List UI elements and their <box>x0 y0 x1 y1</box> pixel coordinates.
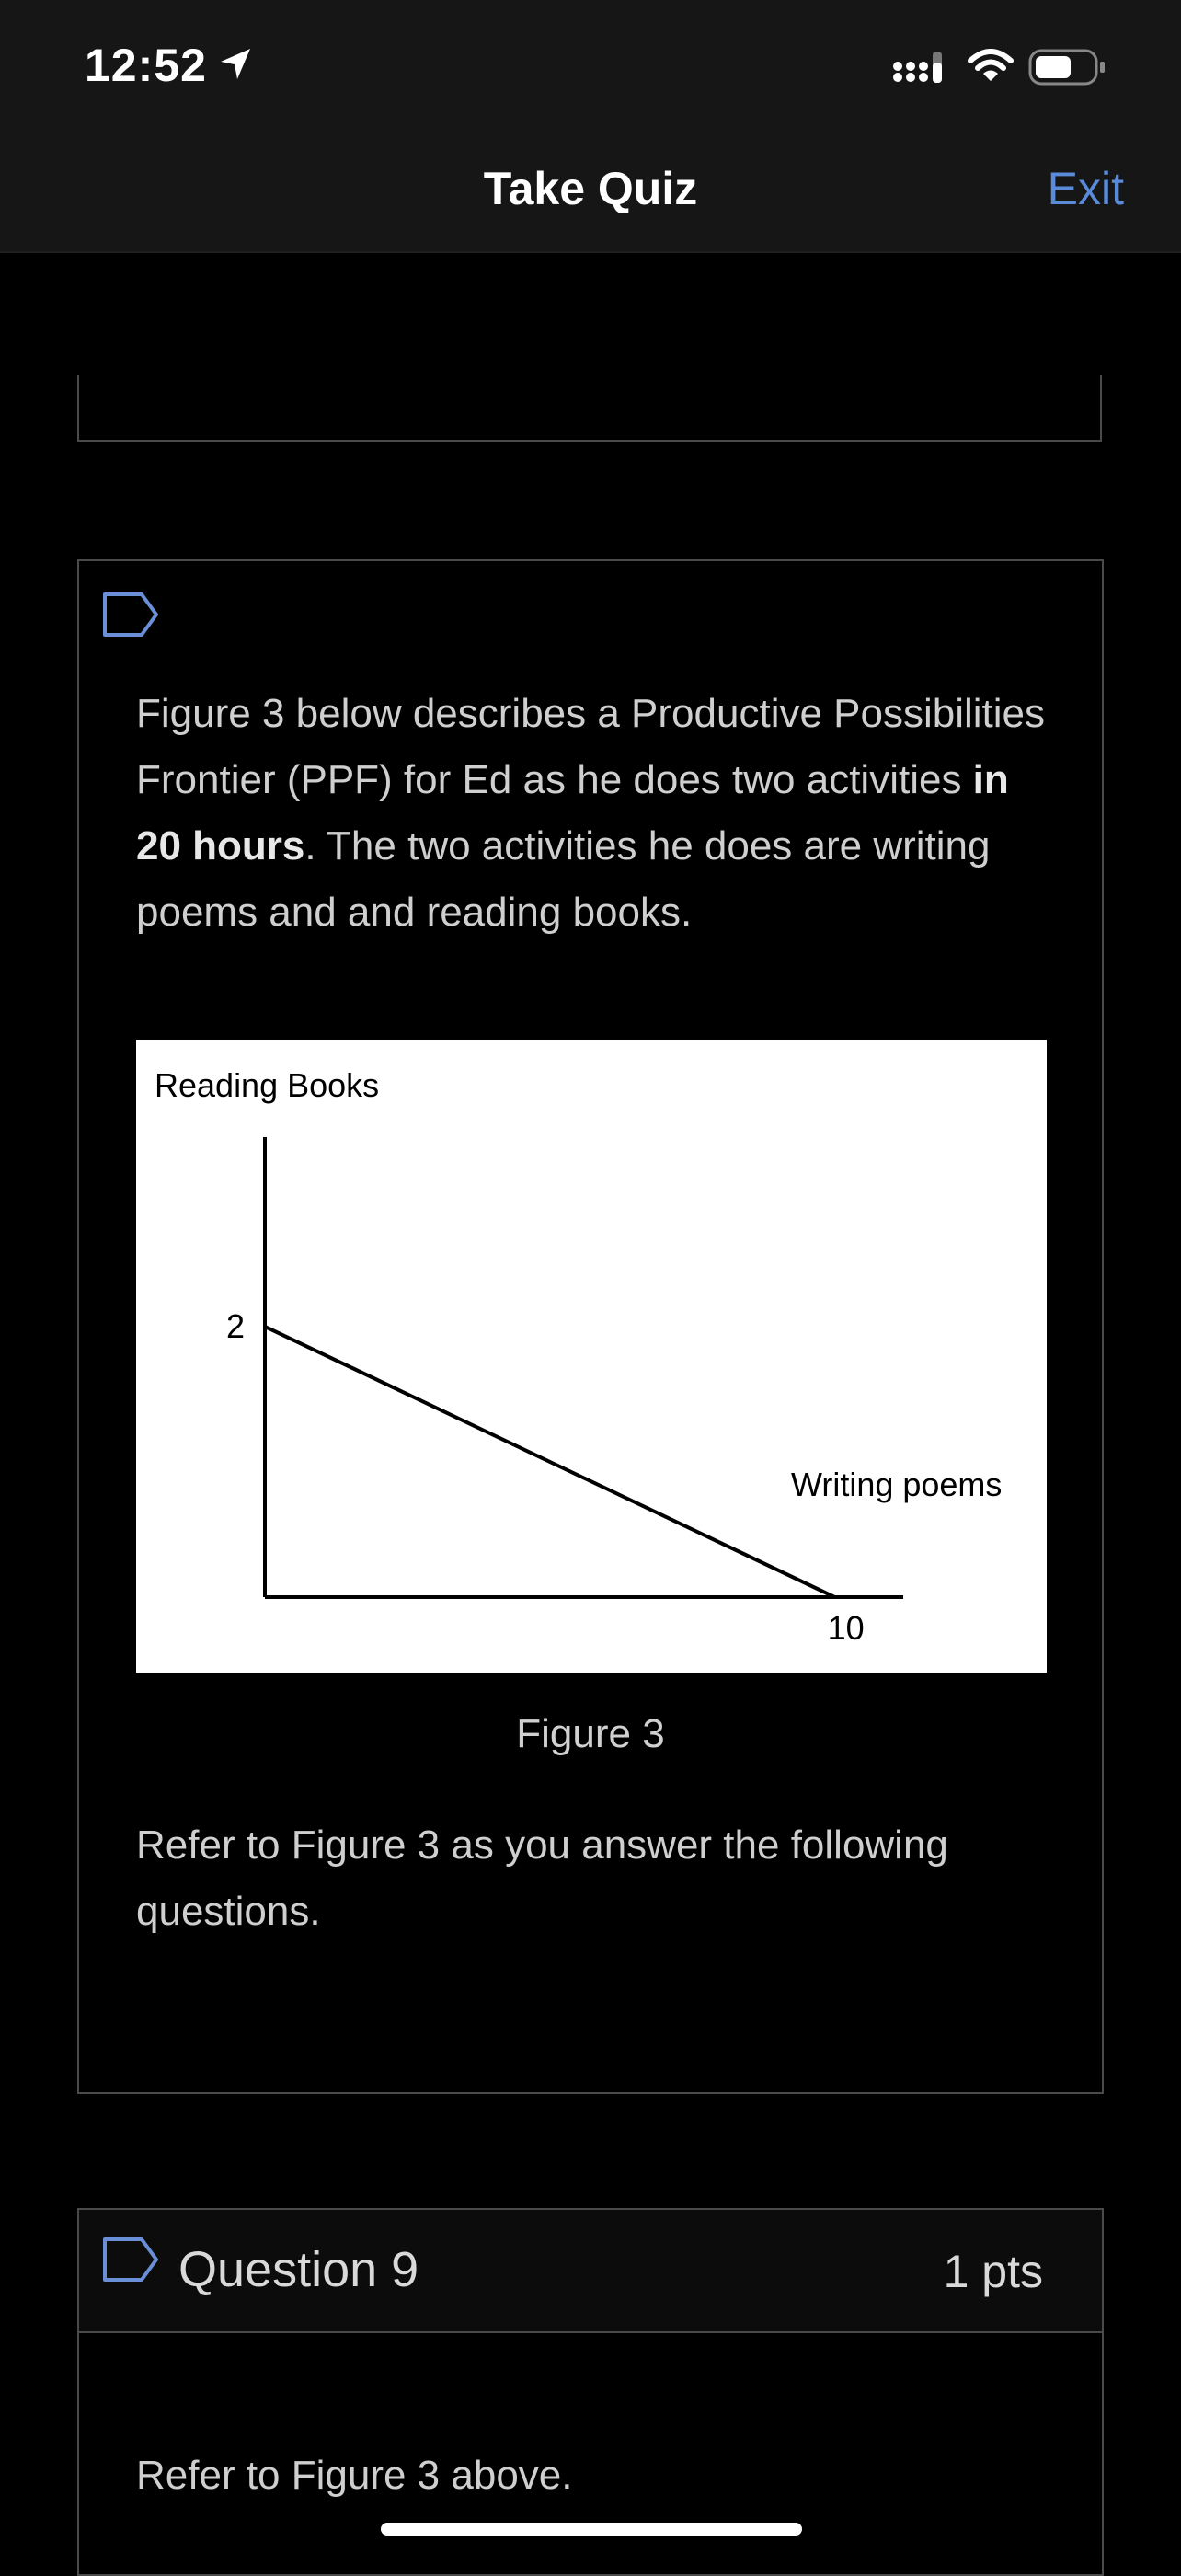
cellular-signal-icon <box>892 50 951 86</box>
exit-button[interactable]: Exit <box>1047 163 1124 214</box>
y-axis-label: Reading Books <box>155 1066 380 1104</box>
question-9-text: Refer to Figure 3 above. <box>136 2453 573 2498</box>
question-9-title: Question 9 <box>178 2242 419 2297</box>
flag-question-icon[interactable] <box>101 2236 160 2283</box>
flag-question-icon[interactable] <box>101 591 160 638</box>
figure-caption: Figure 3 <box>516 1711 665 1756</box>
x-axis-label: Writing poems <box>791 1466 1003 1503</box>
question-text-emphasis: in 20 hours <box>136 757 1009 868</box>
question-text-card <box>77 559 1104 2094</box>
x-tick-label: 10 <box>827 1609 865 1647</box>
y-tick-label: 2 <box>225 1306 245 1345</box>
wifi-icon <box>968 48 1014 85</box>
question-text <box>136 681 1047 946</box>
question-9-points: 1 pts <box>943 2246 1043 2297</box>
ppf-figure <box>136 1040 1047 1673</box>
status-time: 12:52 <box>85 40 207 91</box>
page-title: Take Quiz <box>483 163 698 214</box>
question-9-card <box>77 2208 1104 2576</box>
previous-question-card <box>77 375 1102 442</box>
question-text-part-1: Figure 3 below describes a Productive Possibilities Frontier (PPF) for Ed as he does two activities <box>136 691 1046 802</box>
location-arrow-icon <box>217 46 254 83</box>
home-indicator <box>381 2523 802 2536</box>
battery-icon <box>1028 48 1107 86</box>
question-footer-text: Refer to Figure 3 as you answer the following questions. <box>136 1823 948 1934</box>
ppf-chart <box>136 1040 1047 1673</box>
question-9-header <box>79 2210 1102 2333</box>
top-bar <box>0 0 1181 253</box>
ppf-line <box>265 1327 835 1597</box>
question-text-part-2: . The two activities he does are writing poems and and reading books. <box>136 823 991 935</box>
